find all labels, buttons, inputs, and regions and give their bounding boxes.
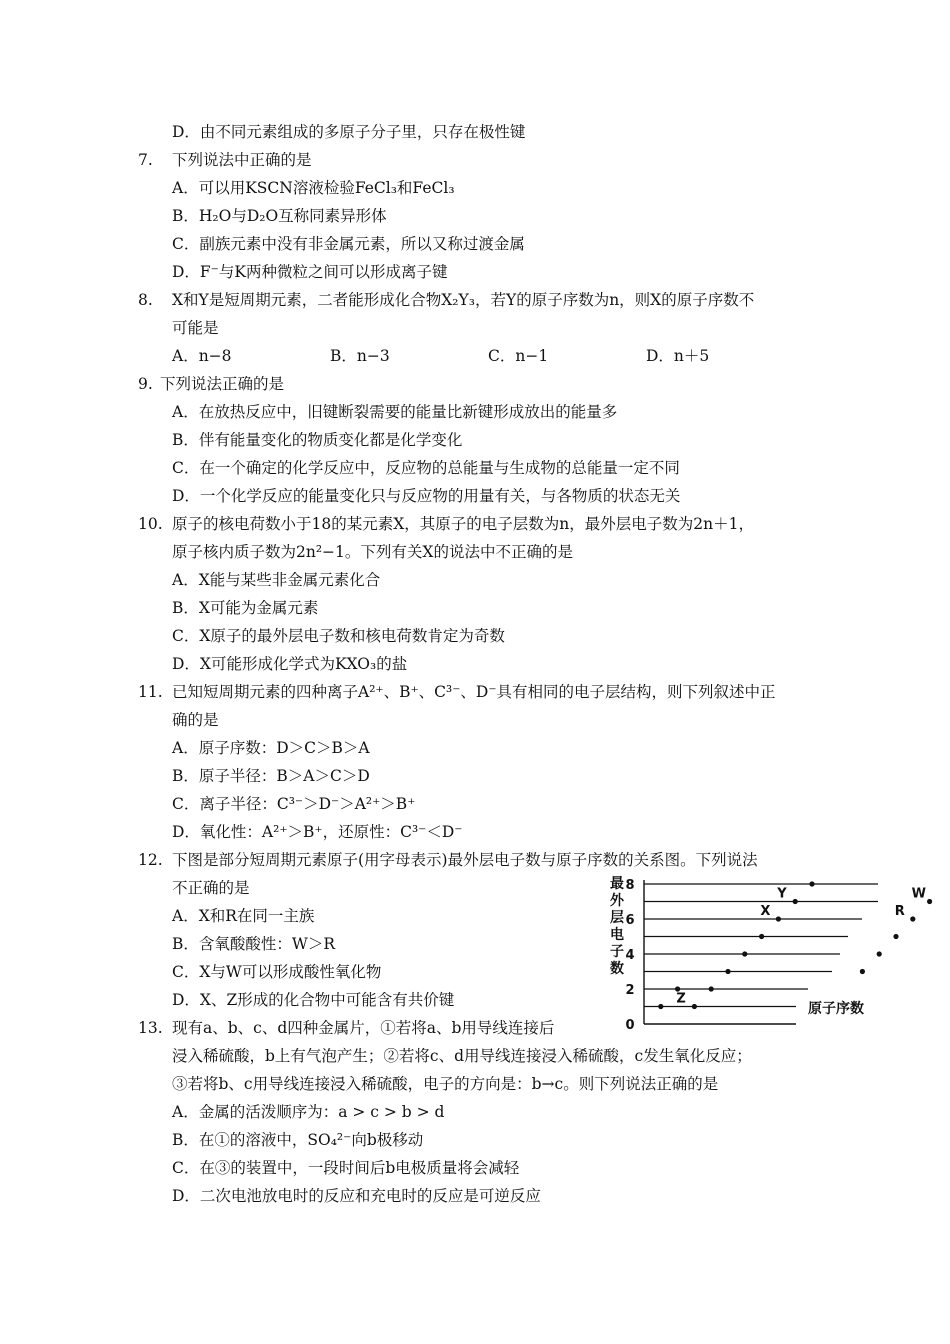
q7-option-a: A．可以用KSCN溶液检验FeCl₃和FeCl₃ (172, 179, 455, 197)
chart-point (725, 969, 730, 974)
q8-option-d: D．n＋5 (646, 347, 710, 365)
q11-option-d: D．氧化性：A²⁺＞B⁺，还原性：C³⁻＜D⁻ (172, 823, 463, 841)
chart-ylabel-char: 层 (610, 910, 624, 926)
chart-ylabel-char: 外 (610, 893, 624, 909)
chart-point-label: W (911, 886, 926, 902)
chart-point (893, 934, 898, 939)
q13-stem (138, 1018, 554, 1038)
chart-y-tick-label: 6 (625, 913, 635, 928)
q13-option-b: B．在①的溶液中，SO₄²⁻向b极移动 (172, 1131, 424, 1149)
chart-ylabel-char: 子 (610, 944, 624, 960)
q9-option-b: B．伴有能量变化的物质变化都是化学变化 (172, 431, 463, 449)
q13-stem-line-2: 浸入稀硫酸，b上有气泡产生；②若将c、d用导线连接浸入稀硫酸，c发生氧化反应； (172, 1047, 752, 1065)
chart-point (742, 951, 747, 956)
q12-option-b: B．含氧酸酸性：W＞R (172, 935, 335, 953)
chart-ylabel-char: 数 (610, 961, 624, 977)
chart-point (793, 899, 798, 904)
q8-stem-text-1: X和Y是短周期元素，二者能形成化合物X₂Y₃，若Y的原子序数为n，则X的原子序数不 (172, 291, 755, 309)
chart-point (877, 951, 882, 956)
q9-option-c: C．在一个确定的化学反应中，反应物的总能量与生成物的总能量一定不同 (172, 459, 680, 477)
chart-point-label: Z (676, 991, 686, 1007)
chart-point-label: Y (777, 886, 787, 902)
q11-stem (138, 682, 776, 702)
q9-option-a: A．在放热反应中，旧键断裂需要的能量比新键形成放出的能量多 (172, 403, 618, 421)
chart-point-label: R (894, 904, 905, 919)
chart-point (910, 916, 915, 921)
chart-point (860, 969, 865, 974)
q12-option-c: C．X与W可以形成酸性氧化物 (172, 963, 382, 981)
q11-number: 11. (138, 683, 163, 701)
chart-ylabel-char: 电 (610, 927, 624, 943)
chart-point (692, 1004, 697, 1009)
q11-option-c: C．离子半径：C³⁻＞D⁻＞A²⁺＞B⁺ (172, 795, 416, 813)
q11-stem-text-1: 已知短周期元素的四种离子A²⁺、B⁺、C³⁻、D⁻具有相同的电子层结构，则下列叙述中正 (172, 683, 776, 701)
q13-stem-line-3: ③若将b、c用导线连接浸入稀硫酸，电子的方向是：b→c。则下列说法正确的是 (172, 1075, 719, 1093)
q12-stem (138, 850, 758, 870)
q10-stem-text-1: 原子的核电荷数小于18的某元素X，其原子的电子层数为n，最外层电子数为2n＋1， (172, 515, 754, 533)
q12-option-d: D．X、Z形成的化合物中可能含有共价键 (172, 991, 455, 1009)
chart-ylabel (610, 876, 625, 977)
q10-option-d: D．X可能形成化学式为KXO₃的盐 (172, 655, 408, 673)
q8-option-a: A．n−8 (172, 347, 232, 365)
chart-point (658, 1004, 663, 1009)
chart-point (776, 916, 781, 921)
q12-option-a: A．X和R在同一主族 (172, 907, 315, 925)
q8-options (172, 346, 804, 366)
chart-point (809, 881, 814, 886)
q8-stem-line-2: 可能是 (172, 319, 219, 337)
q9-number: 9. (138, 375, 153, 393)
q10-option-c: C．X原子的最外层电子数和核电荷数肯定为奇数 (172, 627, 505, 645)
q7-stem (138, 150, 312, 170)
q12-stem-line-2: 不正确的是 (172, 879, 250, 897)
q9-option-d: D．一个化学反应的能量变化只与反应物的用量有关，与各物质的状态无关 (172, 487, 681, 505)
q10-stem (138, 514, 754, 534)
q7-number: 7. (138, 151, 153, 169)
q7-option-c: C．副族元素中没有非金属元素，所以又称过渡金属 (172, 235, 525, 253)
chart-point-label: X (760, 904, 771, 919)
chart-y-ticks (625, 878, 634, 1033)
q9-stem-text: 下列说法正确的是 (160, 375, 285, 393)
chart-y-tick-label: 8 (625, 878, 635, 893)
q13-option-d: D．二次电池放电时的反应和充电时的反应是可逆反应 (172, 1187, 541, 1205)
q11-option-b: B．原子半径：B＞A＞C＞D (172, 767, 370, 785)
q7-option-d: D．F⁻与K两种微粒之间可以形成离子键 (172, 263, 448, 281)
q10-option-b: B．X可能为金属元素 (172, 599, 319, 617)
q10-number: 10. (138, 515, 163, 533)
q10-option-a: A．X能与某些非金属元素化合 (172, 571, 381, 589)
chart-ylabel-char: 最 (610, 876, 624, 892)
q6-option-d: D．由不同元素组成的多原子分子里，只存在极性键 (172, 123, 526, 141)
chart-xlabel: 原子序数 (808, 1001, 864, 1017)
chart-y-tick-label: 0 (625, 1018, 635, 1033)
chart-point (759, 934, 764, 939)
chart-points (658, 881, 932, 1009)
q8-option-b: B．n−3 (330, 347, 390, 365)
q13-option-c: C．在③的装置中，一段时间后b电极质量将会减轻 (172, 1159, 520, 1177)
q8-number: 8. (138, 291, 153, 309)
q8-option-c: C．n−1 (488, 347, 549, 365)
q13-number: 13. (138, 1019, 163, 1037)
electron-config-chart (600, 868, 926, 1038)
q12-stem-text-1: 下图是部分短周期元素原子(用字母表示)最外层电子数与原子序数的关系图。下列说法 (172, 851, 758, 869)
q11-option-a: A．原子序数：D＞C＞B＞A (172, 739, 370, 757)
q11-stem-line-2: 确的是 (172, 711, 219, 729)
chart-point (709, 986, 714, 991)
chart-y-tick-label: 4 (625, 948, 635, 963)
q7-stem-text: 下列说法中正确的是 (172, 151, 312, 169)
q10-stem-line-2: 原子核内质子数为2n²−1。下列有关X的说法中不正确的是 (172, 543, 573, 561)
chart-point (927, 899, 932, 904)
q9-stem (138, 374, 284, 394)
chart-y-tick-label: 2 (625, 983, 635, 998)
q12-number: 12. (138, 851, 163, 869)
q7-option-b: B．H₂O与D₂O互称同素异形体 (172, 207, 387, 225)
q8-stem (138, 290, 754, 310)
q13-stem-text-1: 现有a、b、c、d四种金属片，①若将a、b用导线连接后 (172, 1019, 555, 1037)
q13-option-a: A．金属的活泼顺序为：a > c > b > d (172, 1103, 445, 1121)
